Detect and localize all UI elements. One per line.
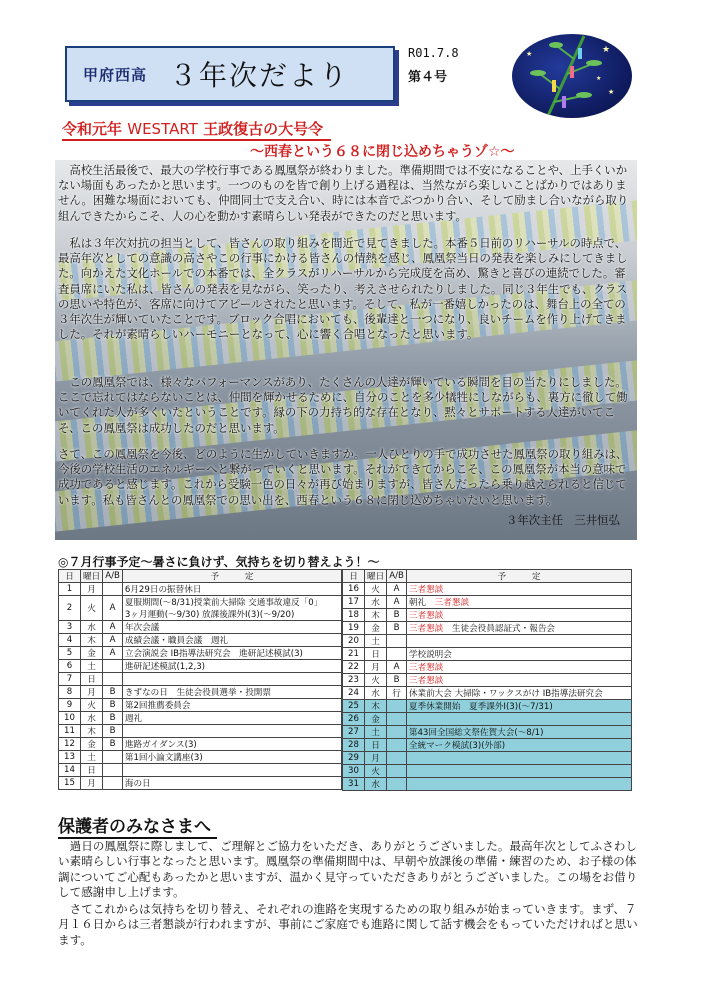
table-row xyxy=(343,609,632,622)
row-plan xyxy=(122,660,341,673)
headline-main: 王政復古の大号令 xyxy=(203,120,324,138)
row-day: 29 xyxy=(343,752,365,765)
row-plan xyxy=(122,764,341,777)
row-ab xyxy=(387,726,407,739)
table-row xyxy=(343,596,632,609)
row-weekday: 火 xyxy=(365,674,387,687)
row-day: 16 xyxy=(343,583,365,596)
plan-text: 成績会議・職員会議 週礼 xyxy=(124,636,229,646)
plan-text: 三者懇談 xyxy=(408,585,444,595)
row-day: 18 xyxy=(343,609,365,622)
row-weekday: 日 xyxy=(81,673,103,686)
plan-text: 休業前大会 大掃除・ワックスがけ IB指導法研究会 xyxy=(408,689,603,699)
issue-number: 第４号 xyxy=(408,70,448,85)
row-ab xyxy=(387,765,407,778)
plan-text: 第1回小論文講座(3) xyxy=(124,753,203,763)
table-row xyxy=(59,738,342,751)
row-weekday: 火 xyxy=(81,596,103,621)
table-row xyxy=(343,713,632,726)
table-row xyxy=(59,583,342,596)
row-weekday: 水 xyxy=(81,712,103,725)
plan-highlight: 三者懇談 xyxy=(434,598,470,608)
table-row xyxy=(59,712,342,725)
table-row xyxy=(59,673,342,686)
row-ab xyxy=(387,700,407,713)
row-ab: A xyxy=(103,647,123,660)
row-weekday: 月 xyxy=(81,777,103,790)
row-plan xyxy=(122,647,341,660)
row-plan xyxy=(122,583,341,596)
row-weekday: 土 xyxy=(81,660,103,673)
plan-text: 全統マーク模試(3)(外部) xyxy=(408,741,506,751)
row-ab: 行 xyxy=(387,687,407,700)
row-weekday: 木 xyxy=(81,725,103,738)
table-row xyxy=(343,674,632,687)
row-day: 5 xyxy=(59,647,81,660)
row-weekday: 木 xyxy=(81,634,103,647)
row-day: 26 xyxy=(343,713,365,726)
plan-text: 学校説明会 xyxy=(408,650,452,660)
table-row xyxy=(59,777,342,790)
row-ab: B xyxy=(103,738,123,751)
table-row xyxy=(59,751,342,764)
table-row xyxy=(343,765,632,778)
row-day: 8 xyxy=(59,686,81,699)
row-ab xyxy=(387,778,407,791)
row-plan xyxy=(122,712,341,725)
row-ab: A xyxy=(103,621,123,634)
row-ab xyxy=(387,648,407,661)
row-weekday: 月 xyxy=(365,752,387,765)
row-plan xyxy=(406,778,631,791)
row-plan xyxy=(122,634,341,647)
row-ab: A xyxy=(103,634,123,647)
row-day: 6 xyxy=(59,660,81,673)
guardians-heading: 保護者のみなさまへ xyxy=(58,812,217,839)
header-day: 日 xyxy=(343,570,365,583)
row-ab: B xyxy=(103,712,123,725)
row-plan xyxy=(406,713,631,726)
row-plan xyxy=(406,700,631,713)
plan-text: 三者懇談 xyxy=(408,676,444,686)
plan-text: 立会演説会 IB指導法研究会 進研記述模試(3) xyxy=(124,649,303,659)
plan-text-line2: 3ヶ月運動(～9/30) 放課後課外Ⅰ(3)(～9/20) xyxy=(124,610,295,620)
table-row xyxy=(343,687,632,700)
row-ab: A xyxy=(387,583,407,596)
table-row xyxy=(59,621,342,634)
row-weekday: 水 xyxy=(365,778,387,791)
plan-text: きずなの日 生徒会役員選挙・投開票 xyxy=(124,688,271,698)
table-row xyxy=(343,648,632,661)
row-weekday: 火 xyxy=(81,699,103,712)
bamboo-icon xyxy=(512,34,632,118)
plan-text: 夏服期間(～8/31)授業前大掃除 交通事故違反「0」 xyxy=(124,598,323,608)
row-day: 17 xyxy=(343,596,365,609)
row-plan xyxy=(122,725,341,738)
row-plan xyxy=(122,621,341,634)
guardians-paragraph-1: 過日の鳳凰祭に際しまして、ご理解とご協力をいただき、ありがとうございました。最高年次としてふさわしい素晴らしい行事となったと思います。鳳凰祭の準備期間中は、早朝や放課後の準備・練習のため、お子様の体調についてご心配もあったかと思いますが、温かく見守っていただきありがとうございました。この場をお借りして感謝申し上げます。 xyxy=(58,839,638,900)
row-day: 3 xyxy=(59,621,81,634)
row-ab: B xyxy=(103,699,123,712)
row-weekday: 月 xyxy=(81,583,103,596)
plan-text: 週礼 xyxy=(124,714,143,724)
headline-sub: ～西春という６８に閉じ込めちゃうゾ☆～ xyxy=(250,144,515,160)
row-ab xyxy=(103,660,123,673)
row-plan xyxy=(406,765,631,778)
row-day: 21 xyxy=(343,648,365,661)
svg-text:★: ★ xyxy=(602,45,611,55)
table-row xyxy=(59,647,342,660)
row-day: 23 xyxy=(343,674,365,687)
row-ab: A xyxy=(103,596,123,621)
row-weekday: 金 xyxy=(365,713,387,726)
row-plan xyxy=(406,674,631,687)
row-weekday: 水 xyxy=(365,596,387,609)
school-name: 甲府西高 xyxy=(83,65,148,84)
row-ab: A xyxy=(387,596,407,609)
row-weekday: 土 xyxy=(365,635,387,648)
row-day: 2 xyxy=(59,596,81,621)
row-plan xyxy=(406,622,631,635)
row-weekday: 水 xyxy=(365,687,387,700)
row-plan xyxy=(406,752,631,765)
row-ab xyxy=(103,777,123,790)
row-day: 12 xyxy=(59,738,81,751)
row-ab xyxy=(103,751,123,764)
plan-text: 生徒会役員認証式・報告会 xyxy=(451,624,556,634)
row-plan xyxy=(122,751,341,764)
schedule-table-right xyxy=(342,569,632,791)
row-day: 22 xyxy=(343,661,365,674)
article-paragraph-3: この鳳凰祭では、様々なパフォーマンスがあり、たくさんの人達が輝いている瞬間を目の当たりにしました。ここで忘れてはならないことは、仲間を輝かせるために、自分のことを多少犠牲にしながらも、裏方に徹して働いてくれた人が多くいたということです。縁の下の力持ち的な存在となり、黙々とサポートする人達がいてこそ、この鳳凰祭は成功したのだと思います。 xyxy=(58,375,628,435)
row-plan xyxy=(406,583,631,596)
table-row xyxy=(59,686,342,699)
row-day: 27 xyxy=(343,726,365,739)
row-day: 31 xyxy=(343,778,365,791)
schedule-title: ◎７月行事予定～暑さに負けず、気持ちを切り替えよう！～ xyxy=(58,555,380,569)
svg-text:★: ★ xyxy=(596,75,602,82)
row-weekday: 月 xyxy=(365,661,387,674)
row-plan xyxy=(406,648,631,661)
row-day: 1 xyxy=(59,583,81,596)
header-plan: 予 定 xyxy=(122,570,341,583)
row-weekday: 月 xyxy=(81,686,103,699)
row-plan xyxy=(406,609,631,622)
plan-text: 朝礼 xyxy=(408,598,435,608)
row-ab xyxy=(103,673,123,686)
row-day: 13 xyxy=(59,751,81,764)
row-ab xyxy=(103,583,123,596)
row-plan xyxy=(122,596,341,621)
row-ab: B xyxy=(387,674,407,687)
table-row xyxy=(59,725,342,738)
row-weekday: 木 xyxy=(365,609,387,622)
plan-text: 海の日 xyxy=(124,779,151,789)
table-row xyxy=(343,700,632,713)
row-day: 30 xyxy=(343,765,365,778)
row-weekday: 日 xyxy=(365,739,387,752)
row-weekday: 水 xyxy=(81,621,103,634)
table-row xyxy=(343,635,632,648)
row-ab: A xyxy=(387,661,407,674)
row-plan xyxy=(406,635,631,648)
row-day: 10 xyxy=(59,712,81,725)
headline xyxy=(62,118,331,141)
signature: ３年次主任 三井恒弘 xyxy=(506,513,620,527)
row-weekday: 日 xyxy=(81,764,103,777)
row-ab xyxy=(387,713,407,726)
row-ab xyxy=(387,739,407,752)
svg-text:★: ★ xyxy=(608,88,615,96)
plan-highlight: 三者懇談 xyxy=(408,624,444,634)
row-plan xyxy=(406,726,631,739)
plan-text: 進路ガイダンス(3) xyxy=(124,740,197,750)
row-day: 19 xyxy=(343,622,365,635)
tanabata-illustration xyxy=(512,34,632,118)
article-paragraph-2: 私は３年次対抗の担当として、皆さんの取り組みを間近で見てきました。本番５日前のリハーサルの時点で、最高年次としての意識の高さやこの行事にかける皆さんの情熱を感じ、鳳凰祭当日の発表を楽しみにしてきました。向かえた文化ホールでの本番では、全クラスがリハーサルから完成度を高め、驚きと喜びの連続でした。審査員席にいた私は、皆さんの発表を見ながら、笑ったり、考えさせられたりしました。同じ３年生でも、クラスの思いや特色が、客席に向けてアピールされたと思います。そして、私が一番嬉しかったのは、舞台上の全ての３年次生が輝いていたことです。ブロック合唱においても、後輩達と一つになり、良いチームを作り上げてきました。それが素晴らしいハーモニーとなって、心に響く合唱となったと思います。 xyxy=(58,236,628,342)
plan-text: 三者懇談 xyxy=(408,611,444,621)
row-plan xyxy=(406,687,631,700)
row-weekday: 日 xyxy=(365,648,387,661)
row-plan xyxy=(406,739,631,752)
row-ab xyxy=(387,635,407,648)
guardians-paragraph-2: さてこれからは気持ちを切り替え、それぞれの進路を実現するための取り組みが始まっていきます。まず、７月１６日からは三者懇談が行われますが、事前にご家庭でも進路に関して話す機会をもっていただければと思います。 xyxy=(58,902,638,947)
plan-text: 第43回全国総文祭佐賀大会(～8/1) xyxy=(408,728,544,738)
row-ab: B xyxy=(103,725,123,738)
row-ab: B xyxy=(103,686,123,699)
row-plan xyxy=(122,673,341,686)
header-weekday: 曜日 xyxy=(365,570,387,583)
table-row xyxy=(59,764,342,777)
article-paragraph-4: さて、この鳳凰祭を今後、どのように生かしていきますか。一人ひとりの手で成功させた鳳凰祭の取り組みは、今後の学校生活のエネルギーへと繋がっていくと思います。それができてからこそ、この鳳凰祭が本当の意味で成功であると感じます。これから受験一色の日々が再び始まりますが、皆さんだったら乗り越えられると信じています。私も皆さんとの鳳凰祭での思い出を、西春という６８に閉じ込めちゃいたいと思います。 xyxy=(58,447,628,507)
row-plan xyxy=(406,661,631,674)
row-ab: B xyxy=(387,609,407,622)
table-row xyxy=(59,634,342,647)
row-plan xyxy=(122,686,341,699)
issue-date: R01.7.8 xyxy=(408,46,459,60)
row-ab xyxy=(387,752,407,765)
table-header-row xyxy=(343,570,632,583)
table-row xyxy=(59,699,342,712)
header-weekday: 曜日 xyxy=(81,570,103,583)
headline-prefix: 令和元年 xyxy=(62,120,123,138)
row-weekday: 金 xyxy=(365,622,387,635)
row-weekday: 火 xyxy=(365,765,387,778)
row-ab xyxy=(103,764,123,777)
row-day: 11 xyxy=(59,725,81,738)
row-plan xyxy=(122,699,341,712)
row-ab: B xyxy=(387,622,407,635)
row-day: 15 xyxy=(59,777,81,790)
row-day: 7 xyxy=(59,673,81,686)
table-row xyxy=(343,739,632,752)
plan-text: 第2回推薦委員会 xyxy=(124,701,191,711)
svg-text:★: ★ xyxy=(526,50,533,58)
header-day: 日 xyxy=(59,570,81,583)
table-row xyxy=(343,752,632,765)
plan-text: 進研記述模試(1,2,3) xyxy=(124,662,206,672)
title-box xyxy=(65,46,395,102)
table-header-row xyxy=(59,570,342,583)
row-day: 4 xyxy=(59,634,81,647)
plan-text: 三者懇談 xyxy=(408,663,444,673)
headline-brand: WESTART xyxy=(127,120,198,138)
table-row xyxy=(59,660,342,673)
row-weekday: 金 xyxy=(81,647,103,660)
schedule-table-left xyxy=(58,569,342,790)
row-weekday: 木 xyxy=(365,700,387,713)
table-row xyxy=(343,726,632,739)
plan-text: 夏季休業開始 夏季課外Ⅰ(3)(～7/31) xyxy=(408,702,553,712)
table-row xyxy=(343,622,632,635)
article-paragraph-1: 高校生活最後で、最大の学校行事である鳳凰祭が終わりました。準備期間では不安になることや、上手くいかない場面もあったかと思います。一つのものを皆で創り上げる過程は、当然ながら楽しいことばかりではありません。困難な場面においても、仲間同士で支え合い、時には本音でぶつかり合い、そして励まし合いながら取り組んできたからこそ、人の心を動かす素晴らしい発表ができたのだと思います。 xyxy=(58,163,629,223)
row-day: 14 xyxy=(59,764,81,777)
page-title: ３年次だより xyxy=(169,59,350,92)
row-weekday: 土 xyxy=(365,726,387,739)
row-day: 24 xyxy=(343,687,365,700)
row-weekday: 金 xyxy=(81,738,103,751)
row-day: 28 xyxy=(343,739,365,752)
header-ab: A/B xyxy=(103,570,123,583)
row-plan xyxy=(406,596,631,609)
header-plan: 予 定 xyxy=(406,570,631,583)
row-weekday: 土 xyxy=(81,751,103,764)
table-row xyxy=(59,596,342,621)
row-day: 25 xyxy=(343,700,365,713)
table-row xyxy=(343,583,632,596)
row-plan xyxy=(122,777,341,790)
row-day: 20 xyxy=(343,635,365,648)
plan-text: 年次会議 xyxy=(124,623,160,633)
table-row xyxy=(343,778,632,791)
row-plan xyxy=(122,738,341,751)
plan-text: 6月29日の振替休日 xyxy=(124,585,202,595)
row-weekday: 火 xyxy=(365,583,387,596)
row-day: 9 xyxy=(59,699,81,712)
header-ab: A/B xyxy=(387,570,407,583)
table-row xyxy=(343,661,632,674)
